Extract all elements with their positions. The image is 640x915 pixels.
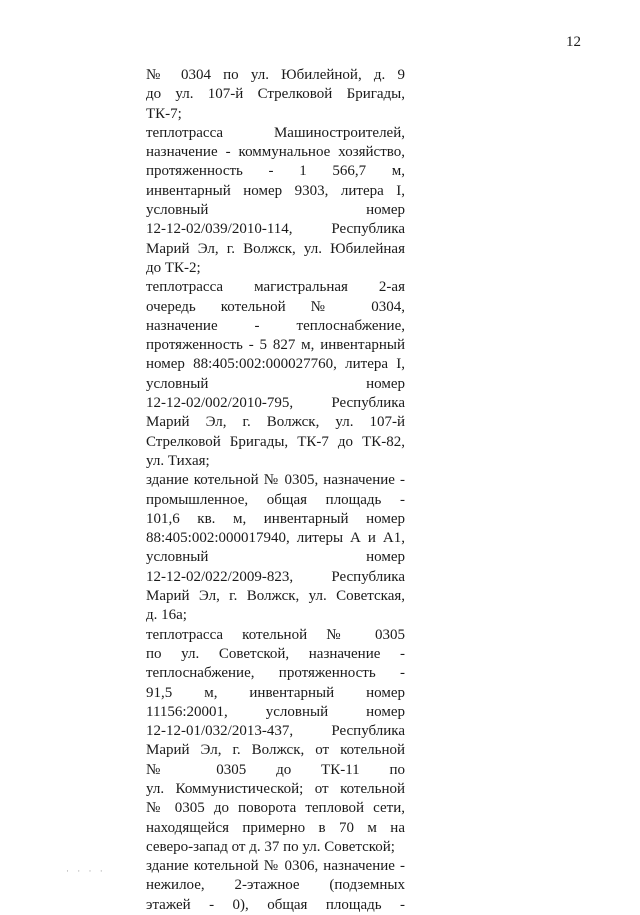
text-line: номер 88:405:002:000027760, литера I, bbox=[146, 356, 405, 373]
text-line: этажей - 0), общая площадь - bbox=[146, 896, 405, 913]
text-line: Марий Эл, г. Волжск, ул. 107-й bbox=[146, 414, 405, 431]
text-line: 88:405:002:000017940, литеры А и А1, bbox=[146, 530, 405, 547]
text-line: до ТК-2; bbox=[146, 259, 201, 276]
text-line: ТК-7; bbox=[146, 105, 182, 122]
text-line: по ул. Советской, назначение - bbox=[146, 645, 405, 662]
text-line: № 0304 по ул. Юбилейной, д. 9 bbox=[146, 67, 405, 83]
text-line: условный номер bbox=[146, 375, 405, 392]
text-line: ул. Коммунистической; от котельной bbox=[146, 780, 405, 797]
text-line: Марий Эл, г. Волжск, от котельной bbox=[146, 742, 405, 759]
text-line: 12-12-02/022/2009-823, Республика bbox=[146, 568, 405, 585]
text-line: северо-запад от д. 37 по ул. Советской; bbox=[146, 838, 395, 855]
text-line: условный номер bbox=[146, 549, 405, 566]
text-line: до ул. 107-й Стрелковой Бригады, bbox=[146, 86, 405, 103]
text-line: протяженность - 1 566,7 м, bbox=[146, 163, 405, 180]
text-line: протяженность - 5 827 м, инвентарный bbox=[146, 337, 405, 354]
page-number: 12 bbox=[566, 34, 581, 50]
text-line: нежилое, 2-этажное (подземных bbox=[146, 877, 405, 894]
text-line: ул. Тихая; bbox=[146, 452, 210, 469]
text-line: № 0305 до ТК-11 по bbox=[146, 761, 405, 778]
text-line: теплотрасса магистральная 2-ая bbox=[146, 279, 405, 296]
text-line: инвентарный номер 9303, литера I, bbox=[146, 182, 405, 199]
scan-specks: · · · · bbox=[66, 866, 106, 876]
text-line: Марий Эл, г. Волжск, ул. Юбилейная bbox=[146, 240, 405, 257]
text-line: 12-12-02/039/2010-114, Республика bbox=[146, 221, 405, 238]
text-line: находящейся примерно в 70 м на bbox=[146, 819, 405, 836]
text-line: назначение - коммунальное хозяйство, bbox=[146, 144, 405, 161]
text-line: назначение - теплоснабжение, bbox=[146, 317, 405, 334]
text-line: очередь котельной № 0304, bbox=[146, 298, 405, 315]
text-line: здание котельной № 0306, назначение - bbox=[146, 858, 405, 875]
text-line: условный номер bbox=[146, 202, 405, 219]
text-line: 101,6 кв. м, инвентарный номер bbox=[146, 510, 405, 527]
text-line: теплоснабжение, протяженность - bbox=[146, 665, 405, 682]
text-line: промышленное, общая площадь - bbox=[146, 491, 405, 508]
text-line: № 0305 до поворота тепловой сети, bbox=[146, 800, 405, 817]
text-line: 12-12-01/032/2013-437, Республика bbox=[146, 723, 405, 740]
document-body bbox=[146, 66, 405, 915]
text-line: 11156:20001, условный номер bbox=[146, 703, 405, 720]
text-line: Стрелковой Бригады, ТК-7 до ТК-82, bbox=[146, 433, 405, 450]
text-line: теплотрасса котельной № 0305 bbox=[146, 626, 405, 643]
text-line: д. 16а; bbox=[146, 607, 187, 624]
text-line: Марий Эл, г. Волжск, ул. Советская, bbox=[146, 588, 405, 605]
text-line: 12-12-02/002/2010-795, Республика bbox=[146, 395, 405, 412]
text-line: 91,5 м, инвентарный номер bbox=[146, 684, 405, 701]
text-line: теплотрасса Машиностроителей, bbox=[146, 124, 405, 141]
text-line: здание котельной № 0305, назначение - bbox=[146, 472, 405, 489]
